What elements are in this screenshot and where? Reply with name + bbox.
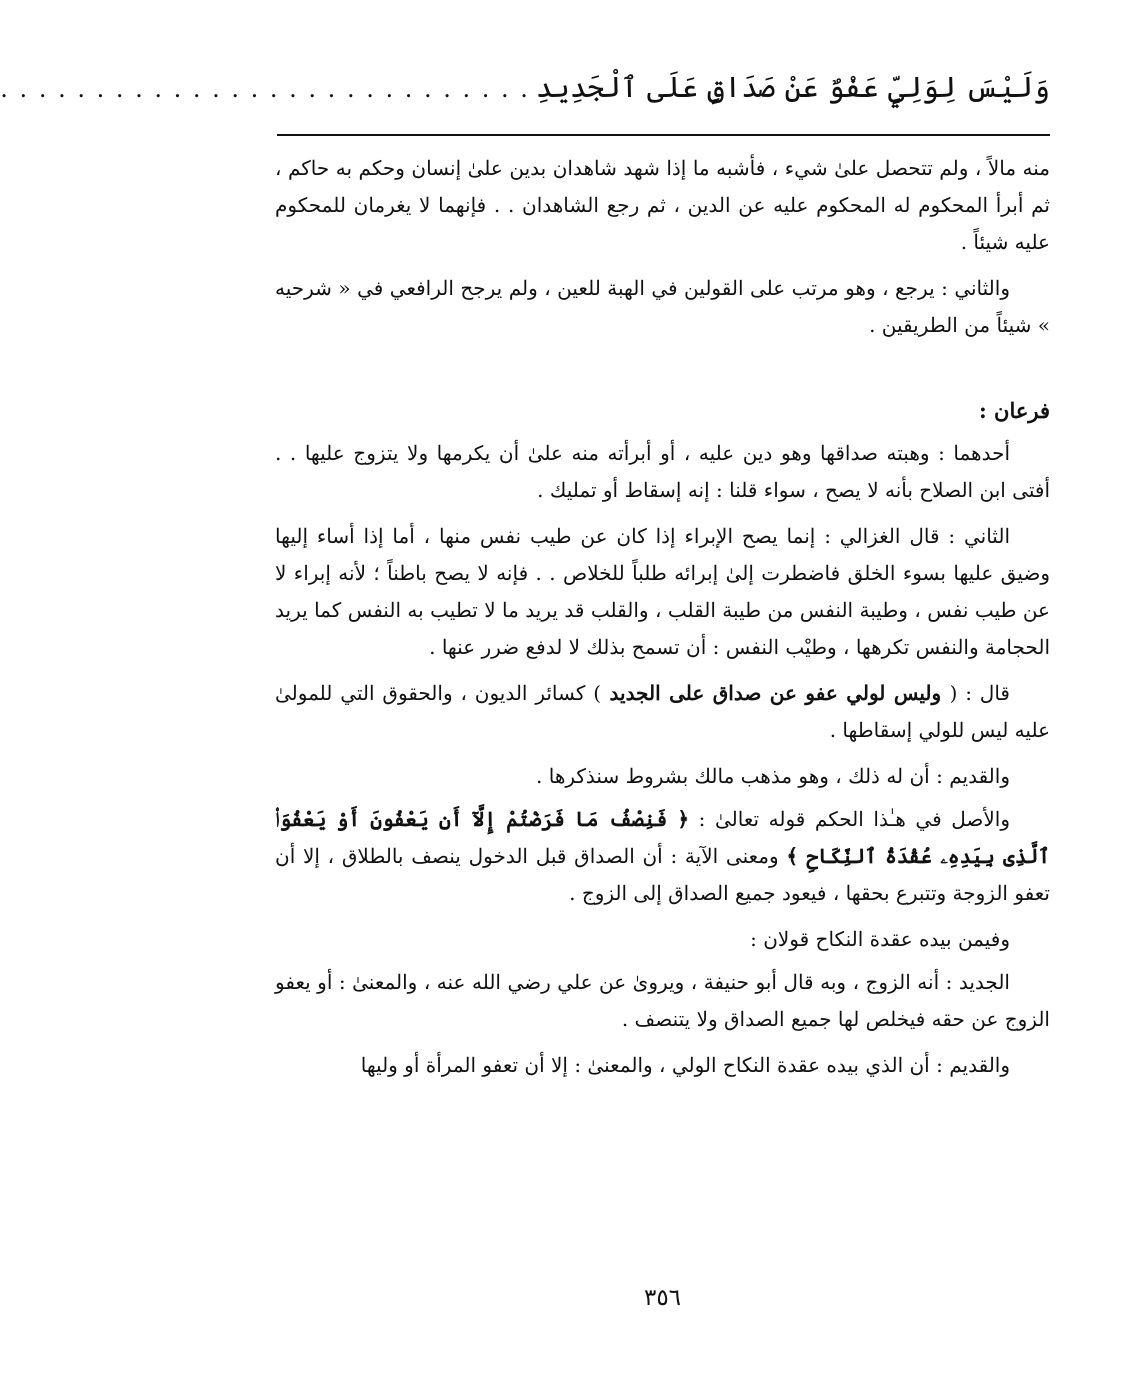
- paragraph-10: والقديم : أن الذي بيده عقدة النكاح الولي ، والمعنىٰ : إلا أن تعفو المرأة أو وليها: [360, 1053, 1010, 1077]
- paragraph-1: منه مالاً ، ولم تتحصل علىٰ شيء ، فأشبه ما إذا شهد شاهدان بدين علىٰ إنسان وحكم به حاكم ، ثم أبرأ المحكوم له المحكوم عليه عن الدين ، ثم رجع الشاهدان . . فإنهما لا يغرمان للمحكوم عليه شيئاً .: [275, 156, 1050, 254]
- paragraph-5-rest: ) كسائر الديون ، والحقوق التي للمولىٰ عليه ليس للولي إسقاطها .: [275, 681, 1050, 742]
- header-rule: [277, 134, 1050, 136]
- paragraph-5-lead: قال : (: [949, 681, 1010, 705]
- paragraph-7: [275, 801, 1050, 912]
- paragraph-5: [275, 675, 1050, 749]
- page-body: [275, 150, 1050, 1093]
- header-title: وَلَيْسَ لِوَلِيٍّ عَفْوٌ عَنْ صَدَاقٍ عَلَى ٱلْجَدِيدِ: [535, 70, 1050, 104]
- paragraph-4: الثاني : قال الغزالي : إنما يصح الإبراء إذا كان عن طيب نفس منها ، أما إذا أساء إليها وضيق عليها بسوء الخلق فاضطرت إلىٰ إبرائه طلباً للخلاص . . فإنه لا يصح باطناً ؛ لأنه إبراء لا عن طيب نفس ، وطيبة النفس من طيبة القلب ، والقلب قد يريد ما لا تطيب به النفس كما يريد الحجامة والنفس تكرهها ، وطيْب النفس : أن تسمح بذلك لا لدفع ضرر عنها .: [275, 524, 1050, 659]
- paragraph-8: وفيمن بيده عقدة النكاح قولان :: [750, 927, 1010, 951]
- paragraph-7-rest: ومعنى الآية : أن الصداق قبل الدخول ينصف بالطلاق ، إلا أن تعفو الزوجة وتتبرع بحقها ، فيعود جميع الصداق إلى الزوج .: [275, 844, 1050, 905]
- header-leader-dots: . . . . . . . . . . . . . . . . . . . . . . . . . . . .: [0, 75, 530, 103]
- matn-quote: وليس لولي عفو عن صداق على الجديد: [601, 681, 950, 705]
- page-number: ٣٥٦: [643, 1285, 682, 1311]
- paragraph-3: أحدهما : وهبته صداقها وهو دين عليه ، أو أبرأته منه علىٰ أن يكرمها ولا يتزوج عليها . . أفتى ابن الصلاح بأنه لا يصح ، سواء قلنا : إنه إسقاط أو تمليك .: [275, 441, 1050, 502]
- paragraph-6: والقديم : أن له ذلك ، وهو مذهب مالك بشروط سنذكرها .: [536, 764, 1010, 788]
- section-title: فرعان :: [978, 398, 1050, 423]
- paragraph-7-lead: والأصل في هـٰذا الحكم قوله تعالىٰ :: [689, 807, 1010, 831]
- running-header: [0, 64, 1050, 112]
- paragraph-9: الجديد : أنه الزوج ، وبه قال أبو حنيفة ، ويروىٰ عن علي رضي الله عنه ، والمعنىٰ : أو يعفو الزوج عن حقه فيخلص لها جميع الصداق ولا يتنصف .: [275, 970, 1050, 1031]
- quran-verse: ﴿ فَنِصْفُ مَا فَرَضْتُمْ إِلَّآ أَن يَعْفُونَ أَوْ يَعْفُوَا۟ ٱلَّذِى بِيَدِهِۦ عُقْدَةُ ٱلنِّكَاحِ ﴾: [275, 807, 1051, 868]
- paragraph-2: والثاني : يرجع ، وهو مرتب على القولين في الهبة للعين ، ولم يرجح الرافعي في « شرحيه » شيئاً من الطريقين .: [275, 276, 1050, 337]
